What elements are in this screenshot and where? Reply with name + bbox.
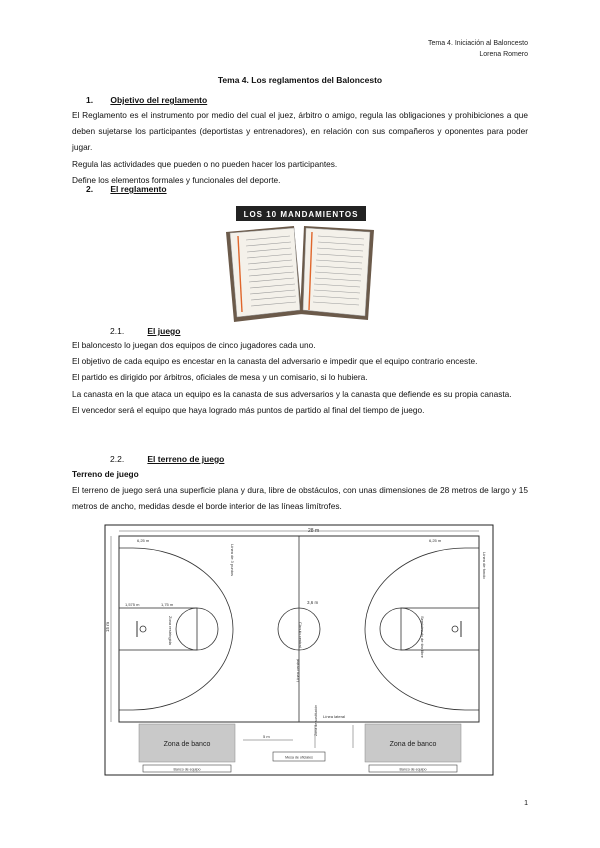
paragraph: El Reglamento es el instrumento por medio del cual el juez, árbitro o amigo, regula las obligaciones y prohibiciones a que deben sujetarse los participantes (deportistas y entrenadores), en relación con sus compañeros y oponentes para poder jugar. [72,110,528,153]
sub21-number: 2.1. [110,326,125,336]
header-line2: Lorena Romero [479,51,528,58]
dimension-a-label: 1,575 m [125,602,140,607]
right-book-page [303,228,370,316]
section2-title: El reglamento [110,184,167,194]
length-label: 28 m [308,528,320,534]
circle-diameter-label: 3,6 m [307,600,319,605]
page-number: 1 [524,800,528,807]
sub22-subheading: Terreno de juego [72,469,139,479]
sub22-heading [110,454,224,464]
three-line-label: Línea de 3 puntos [230,544,235,577]
paragraph: El objetivo de cada equipo es encestar en la canasta del adversario e impedir que el equipo contrario enceste. [72,356,478,367]
section1-title: Objetivo del reglamento [110,95,208,105]
sub21-heading [110,326,180,336]
team-bench-right-label: Banco de equipo [399,767,427,772]
section1-heading [86,95,207,105]
paragraph: El vencedor será el equipo que haya logrado más puntos de partido al final del tiempo de juego. [72,404,425,415]
sideline-label: Línea lateral [323,714,346,719]
paragraph: El partido es dirigido por árbitros, oficiales de mesa y un comisario, si lo hubiera. [72,372,368,383]
rulebook-illustration [218,200,384,322]
paragraph: La canasta en la que ataca un equipo es la canasta de sus adversarios y la canasta que defiende es su propia canasta. [72,388,512,399]
section2-heading [86,184,167,194]
sub22-number: 2.2. [110,454,125,464]
sub22-body [72,466,528,515]
width-label: 15 m [105,621,110,632]
three-point-dimension-right: 6,25 m [429,538,442,543]
endline-label: Línea de fondo [482,552,487,579]
officials-table-label: Mesa de oficiales [285,755,313,760]
three-point-dimension-label: 6,25 m [137,538,150,543]
center-circle-label: Círculo central [298,622,303,648]
sub22-title: El terreno de juego [147,454,225,464]
team-bench-left-label: Banco de equipo [173,767,201,772]
bench-zone-left-label: Zona de banco [163,741,211,748]
page-header [428,38,528,60]
banner-text: LOS 10 MANDAMIENTOS [243,210,359,219]
bench-zone-right-label: Zona de banco [389,741,437,748]
substitution-label: Zona de sustitución [314,704,318,736]
free-throw-semicircle-label: Semicírculo de tiro libre [420,616,425,658]
paragraph: El baloncesto lo juegan dos equipos de cinco jugadores cada uno. [72,340,316,350]
dimension-b-label: 1,75 m [161,602,174,607]
center-line-label: Línea central [295,658,300,682]
sub21-body [72,337,528,418]
paragraph: Regula las actividades que pueden o no pueden hacer los participantes. [72,158,338,169]
header-line1: Tema 4. Iniciación al Baloncesto [428,40,528,47]
court-diagram [103,522,495,777]
paragraph: El terreno de juego será una superficie plana y dura, libre de obstáculos, con unas dimensiones de 28 metros de largo y 15 metros de ancho, medidas desde el borde interior de las líneas limítrofes. [72,485,528,512]
bench-dimension-label: 5 m [263,734,270,739]
section1-body [72,107,528,188]
section1-number: 1. [86,95,94,105]
restricted-area-label: Zona restringida [168,616,173,645]
paragraph: Define los elementos formales y funcionales del deporte. [72,174,281,185]
sub21-title: El juego [147,326,181,336]
document-title: Tema 4. Los reglamentos del Baloncesto [217,75,383,85]
section2-number: 2. [86,184,94,194]
